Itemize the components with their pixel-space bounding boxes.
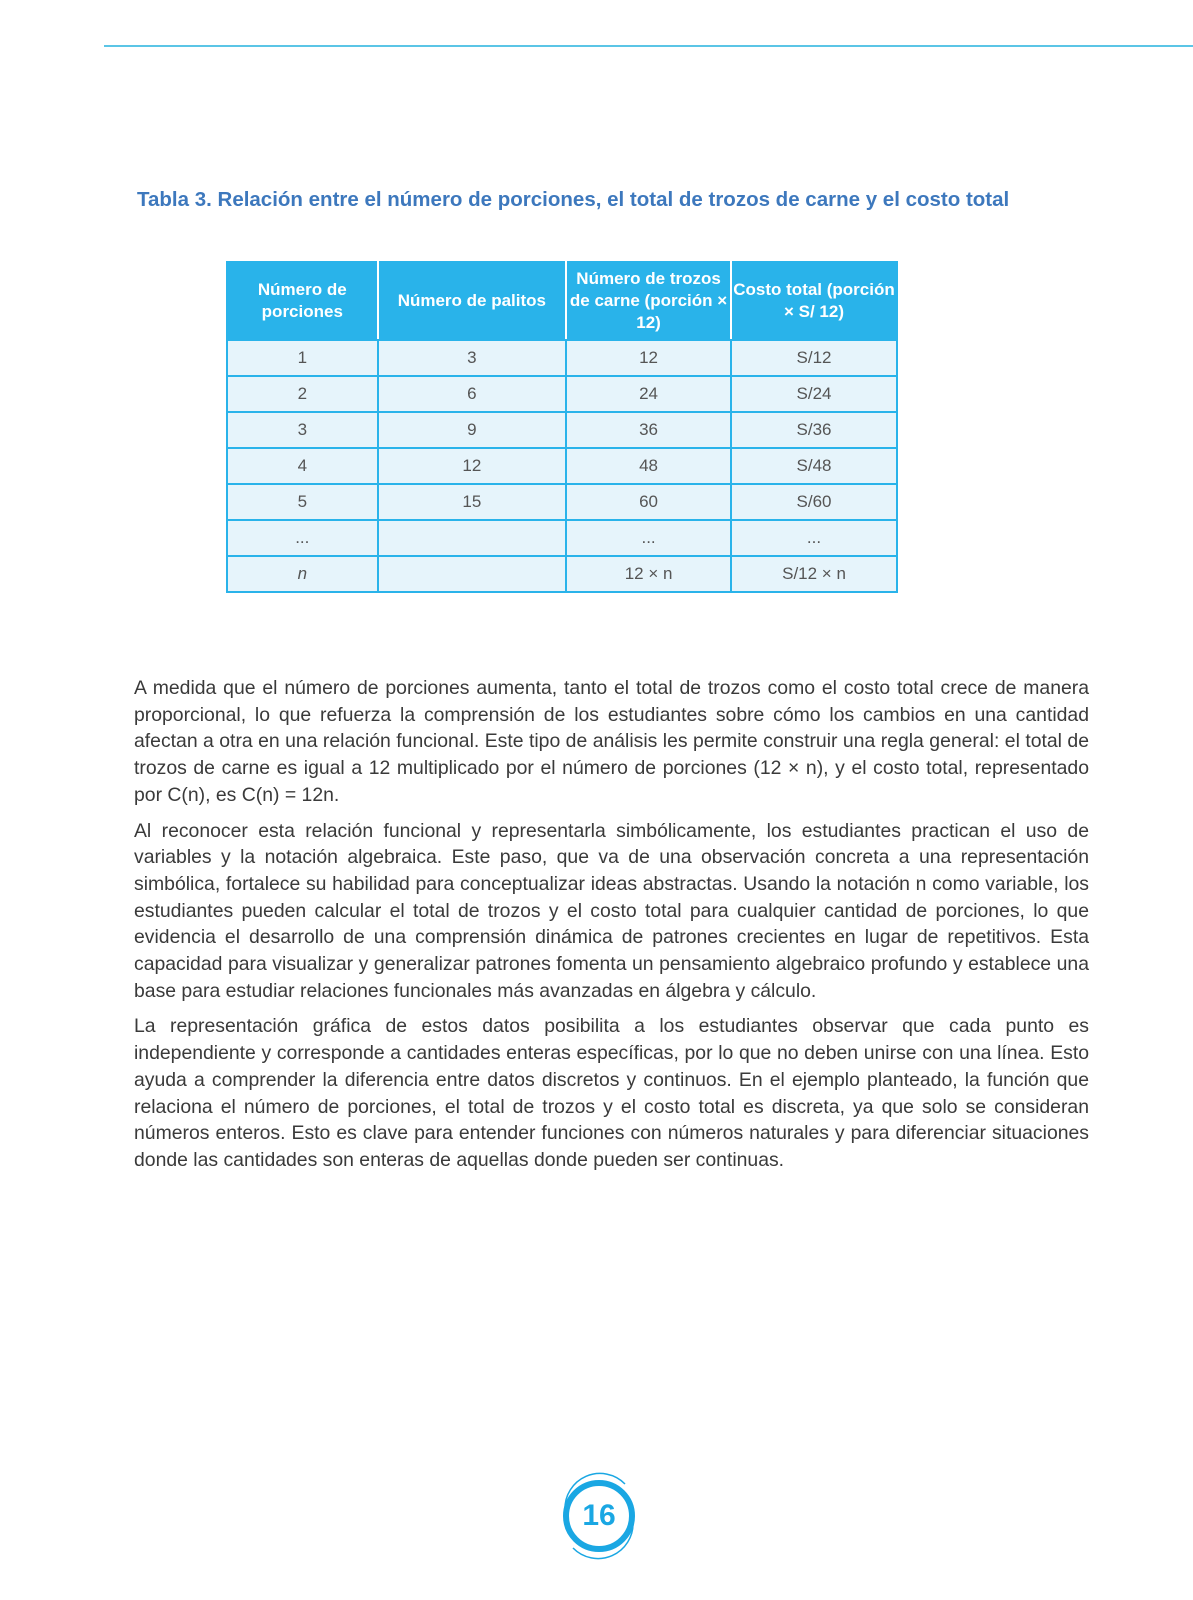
table-cell: S/48 xyxy=(731,448,897,484)
table-cell xyxy=(378,556,567,592)
page-number: 16 xyxy=(582,1499,616,1532)
table-cell: S/36 xyxy=(731,412,897,448)
table-cell: ... xyxy=(566,520,731,556)
table-cell: 2 xyxy=(227,376,378,412)
table-cell: 60 xyxy=(566,484,731,520)
table-cell: 9 xyxy=(378,412,567,448)
header-rule xyxy=(104,45,1193,47)
table-cell: S/12 xyxy=(731,340,897,376)
table-cell: S/24 xyxy=(731,376,897,412)
table-cell: n xyxy=(227,556,378,592)
header-cell: Costo total (porción × S/ 12) xyxy=(731,262,897,340)
table-cell: 48 xyxy=(566,448,731,484)
table-cell: S/60 xyxy=(731,484,897,520)
table-row xyxy=(227,484,897,520)
page-number-badge xyxy=(553,1470,645,1562)
paragraph: A medida que el número de porciones aumenta, tanto el total de trozos como el costo total crece de manera proporcional, lo que refuerza la comprensión de los estudiantes sobre cómo los cambios en una cantidad afectan a otra en una relación funcional. Este tipo de análisis les permite construir una regla general: el total de trozos de carne es igual a 12 multiplicado por el número de porciones (12 × n), y el costo total, representado por C(n), es C(n) = 12n. xyxy=(134,677,1089,806)
table-cell: 24 xyxy=(566,376,731,412)
table-cell: 1 xyxy=(227,340,378,376)
table-row xyxy=(227,556,897,592)
table-cell: ... xyxy=(731,520,897,556)
table-cell: 6 xyxy=(378,376,567,412)
table-cell: 3 xyxy=(378,340,567,376)
table-cell: 5 xyxy=(227,484,378,520)
data-table xyxy=(226,261,898,593)
table-row xyxy=(227,376,897,412)
body-text xyxy=(134,675,1089,1183)
table-cell: 12 × n xyxy=(566,556,731,592)
paragraph: La representación gráfica de estos datos posibilita a los estudiantes observar que cada punto es independiente y corresponde a cantidades enteras específicas, por lo que no deben unirse con una línea. Esto ayuda a comprender la diferencia entre datos discretos y continuos. En el ejemplo planteado, la función que relaciona el número de porciones, el total de trozos y el costo total es discreta, ya que solo se consideran números enteros. Esto es clave para entender funciones con números naturales y para diferenciar situaciones donde las cantidades son enteras de aquellas donde pueden ser continuas. xyxy=(134,1015,1089,1171)
table-cell: ... xyxy=(227,520,378,556)
table-cell: 12 xyxy=(378,448,567,484)
table-cell: 12 xyxy=(566,340,731,376)
table-row xyxy=(227,520,897,556)
table-cell: 36 xyxy=(566,412,731,448)
table-cell: 4 xyxy=(227,448,378,484)
table-cell: S/12 × n xyxy=(731,556,897,592)
header-cell: Número de trozos de carne (porción × 12) xyxy=(566,262,731,340)
table-row xyxy=(227,448,897,484)
paragraph: Al reconocer esta relación funcional y representarla simbólicamente, los estudiantes practican el uso de variables y la notación algebraica. Este paso, que va de una observación concreta a una representación simbólica, fortalece su habilidad para conceptualizar ideas abstractas. Usando la notación n como variable, los estudiantes pueden calcular el total de trozos y el costo total para cualquier cantidad de porciones, lo que evidencia el desarrollo de una comprensión dinámica de patrones crecientes en lugar de repetitivos. Esta capacidad para visualizar y generalizar patrones fomenta un pensamiento algebraico profundo y establece una base para estudiar relaciones funcionales más avanzadas en álgebra y cálculo. xyxy=(134,819,1089,1002)
table-cell: 15 xyxy=(378,484,567,520)
header-cell: Número de porciones xyxy=(227,262,378,340)
table-row xyxy=(227,340,897,376)
table-row xyxy=(227,412,897,448)
header-cell: Número de palitos xyxy=(378,262,567,340)
table-header-row xyxy=(227,262,897,340)
table-caption: Tabla 3. Relación entre el número de porciones, el total de trozos de carne y el costo total xyxy=(137,188,1010,211)
table-cell xyxy=(378,520,567,556)
table-cell: 3 xyxy=(227,412,378,448)
